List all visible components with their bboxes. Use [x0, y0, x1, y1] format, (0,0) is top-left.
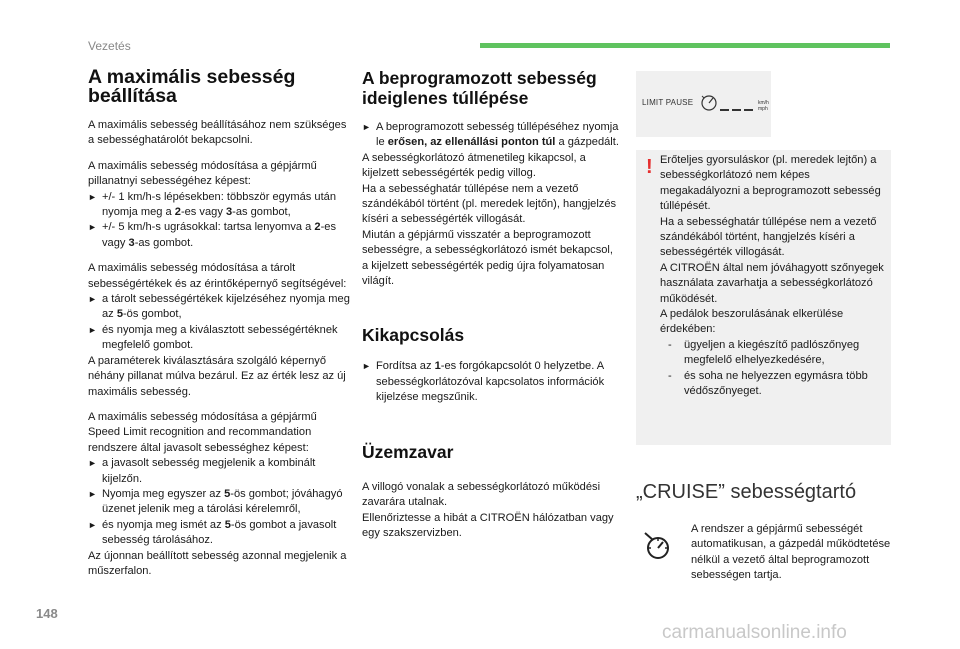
bullet-icon: ► [362, 361, 371, 372]
speed-limiter-icon [636, 71, 771, 137]
paragraph: Ha a sebességhatár túllépése nem a vezető szándékából történt (pl. meredek lejtőn), hangjelzés kíséri a sebességérték villogását. [362, 182, 617, 226]
warning-text [660, 153, 886, 400]
warning-box [636, 150, 891, 445]
bullet-item: ► és nyomja meg ismét az 5-ös gombot a javasolt sebesség tárolásához. [88, 518, 337, 547]
column-temporary-override [362, 68, 620, 541]
dash-item: - ügyeljen a kiegészítő padlószőnyeg megfelelő elhelyezkedésére, [668, 338, 860, 367]
header-section-title: Vezetés [88, 39, 131, 53]
paragraph: A villogó vonalak a sebességkorlátozó működési zavarára utalnak. [362, 480, 601, 509]
paragraph: A CITROËN által nem jóváhagyott szőnyegek használata zavarhatja a sebességkorlátozó működését. [660, 261, 884, 305]
paragraph: Erőteljes gyorsuláskor (pl. meredek lejtőn) a sebességkorlátozó nem képes megakadályozni a beprogramozott sebesség túllépését. [660, 154, 881, 213]
paragraph: A maximális sebesség módosítása a gépjármű Speed Limit recognition and recommandation rendszere által javasolt sebességhez képest: [88, 410, 317, 454]
bullet-icon: ► [88, 519, 97, 530]
bullet-icon: ► [88, 488, 97, 499]
heading-kikapcsolas: Kikapcsolás [362, 325, 465, 346]
bullet-item: ► és nyomja meg a kiválasztott sebességértéknek megfelelő gombot. [88, 323, 338, 352]
heading-uzemzavar: Üzemzavar [362, 441, 454, 462]
heading-cruise: „CRUISE” sebességtartó [636, 481, 857, 503]
paragraph: Az újonnan beállított sebesség azonnal megjelenik a műszerfalon. [88, 549, 347, 577]
bullet-item: ► A beprogramozott sebesség túllépéséhez nyomja le erősen, az ellenállási ponton túl a gázpedált. [362, 121, 619, 149]
paragraph: Miután a gépjármű visszatér a beprogramozott sebességre, a sebességkorlátozó ismét bekapcsol, a kijelzett sebességérték pedig újra folyamatosan világít. [362, 228, 613, 288]
bullet-icon: ► [88, 324, 97, 335]
paragraph: A maximális sebesség beállításához nem szükséges a sebességhatárolót bekapcsolni. [88, 119, 347, 147]
page-number: 148 [36, 606, 58, 621]
cruise-description: A rendszer a gépjármű sebességét automatikusan, a gázpedál működtetése nélkül a vezető által beprogramozott sebességen tartja. [691, 523, 891, 582]
bullet-icon: ► [88, 222, 97, 233]
paragraph: A sebességkorlátozó átmenetileg kikapcsol, a kijelzett sebességérték pedig villog. [362, 151, 586, 180]
heading-max-speed: A maximális sebesség beállítása [88, 66, 296, 107]
warning-icon: ! [646, 156, 653, 178]
paragraph: A pedálok beszorulásának elkerülése érdekében: [660, 308, 844, 336]
bullet-icon: ► [362, 122, 371, 132]
header-accent-bar [480, 43, 890, 48]
bullet-item: ► a javasolt sebesség megjelenik a kombinált kijelzőn. [88, 457, 316, 485]
bullet-item: ► Nyomja meg egyszer az 5-ös gombot; jóváhagyó üzenet jelenik meg a tárolási kérelemről, [88, 487, 343, 516]
paragraph: A maximális sebesség módosítása a gépjármű pillanatnyi sebességéhez képest: [88, 159, 317, 188]
paragraph: A maximális sebesség módosítása a tárolt sebességértékek és az érintőképernyő segítségével: [88, 262, 347, 290]
bullet-item: ► a tárolt sebességértékek kijelzéséhez nyomja meg az 5-ös gombot, [88, 293, 350, 321]
dash-marker: - [668, 338, 672, 351]
paragraph: Ha a sebességhatár túllépése nem a vezető szándékából történt, hangjelzés kíséri a sebességérték villogását. [660, 215, 877, 259]
watermark-text: carmanualsonline.info [662, 622, 847, 643]
bullet-icon: ► [88, 458, 97, 469]
bullet-icon: ► [88, 191, 97, 202]
limit-pause-label: LIMIT PAUSE [642, 98, 694, 107]
bullet-item: ► +/- 5 km/h-s ugrásokkal: tartsa lenyomva a 2-es vagy 3-as gombot. [88, 221, 337, 249]
unit-mph: mph [758, 106, 768, 112]
dash-item: - és soha ne helyezzen egymásra több védőszőnyeget. [668, 369, 868, 398]
bullet-icon: ► [88, 294, 97, 305]
heading-temporary-override: A beprogramozott sebesség ideiglenes túllépése [362, 68, 597, 108]
bullet-item: ► Fordítsa az 1-es forgókapcsolót 0 helyzetbe. A sebességkorlátozóval kapcsolatos információk kijelzése megszűnik. [362, 360, 605, 404]
bullet-item: ► +/- 1 km/h-s lépésekben: többször egymás után nyomja meg a 2-es vagy 3-as gombot, [88, 190, 337, 219]
column-max-speed [88, 68, 350, 579]
dash-marker: - [668, 369, 672, 382]
cruise-control-icon [641, 528, 675, 562]
limit-pause-display [636, 71, 771, 137]
unit-kmh: km/h [758, 100, 769, 106]
paragraph: Ellenőriztesse a hibát a CITROËN hálózatban vagy egy szakszervizben. [362, 511, 614, 539]
paragraph: A paraméterek kiválasztására szolgáló képernyő néhány pillanat múlva bezárul. Ez az érték lesz az új maximális sebesség. [88, 354, 346, 398]
